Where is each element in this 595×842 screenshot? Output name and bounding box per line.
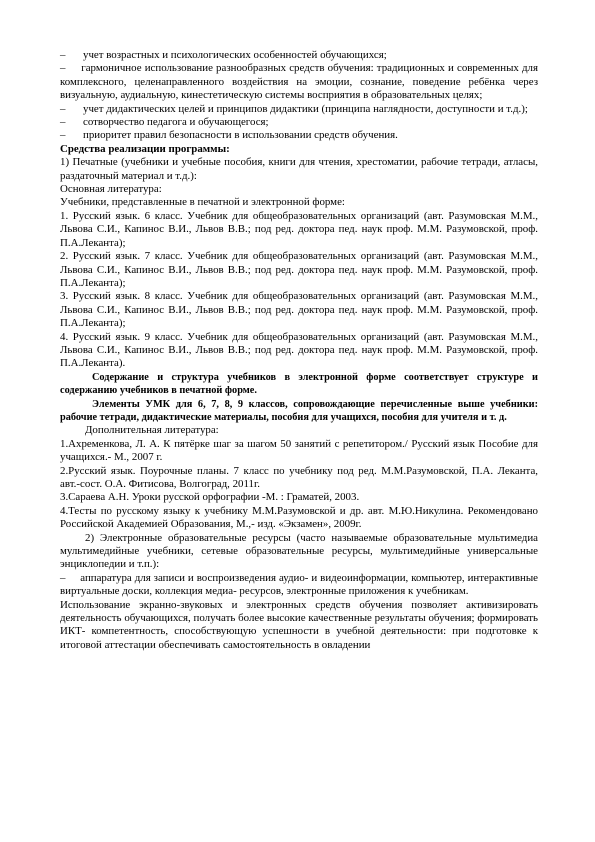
bullet-text: учет дидактических целей и принципов дидактики (принципа наглядности, доступности и т.д.); (83, 102, 528, 115)
bullet-item (60, 103, 538, 116)
bullet-dash: – (60, 102, 66, 115)
bullet-text: приоритет правил безопасности в использовании средств обучения. (83, 129, 398, 142)
bullet-item (60, 116, 538, 129)
paragraph-electronic-resources: 2) Электронные образовательные ресурсы (часто называемые образовательные мультимедиа мультимедийные учебники, сетевые образовательные ресурсы, мультимедийные универсальные энциклопедии и т.п.): (60, 531, 538, 571)
bullet-item (60, 49, 538, 62)
bullet-dash: – (60, 571, 66, 584)
electronic-form-note: Содержание и структура учебников в электронной форме соответствует структуре и содержанию учебников в печатной форме. (60, 371, 538, 397)
textbook-entry: 4. Русский язык. 9 класс. Учебник для общеобразовательных организаций (авт. Разумовская М.М., Львова С.И., Капинос В.И., Львов В.В.; под ред. доктора пед. наук проф. М.М. Разумовской, проф. П.А.Леканта). (60, 330, 538, 370)
bullet-dash: – (60, 116, 66, 129)
bullet-text: сотворчество педагога и обучающегося; (83, 116, 269, 129)
bullet-dash: – (60, 62, 66, 75)
umk-elements-note: Элементы УМК для 6, 7, 8, 9 классов, сопровождающие перечисленные выше учебники: рабочие тетради, дидактические материалы, пособия для учащихся, пособия для учителя и т. д. (60, 398, 538, 423)
main-literature-label: Основная литература: (60, 183, 162, 196)
bullet-text: аппаратура для записи и воспроизведения аудио- и видеоинформации, компьютер, интерактивные виртуальные доски, коллекция медиа- ресурсов, электронные приложения к учебникам. (60, 571, 538, 598)
section-heading: Средства реализации программы: (60, 142, 230, 155)
bullet-item (60, 572, 538, 599)
document-page (60, 49, 538, 652)
textbook-entry: 2. Русский язык. 7 класс. Учебник для общеобразовательных организаций (авт. Разумовская М.М., Львова С.И., Капинос В.И., Львов В.В.; под ред. доктора пед. наук проф. М.М. Разумовской, проф. П.А.Леканта); (60, 250, 538, 289)
textbook-entry: 3. Русский язык. 8 класс. Учебник для общеобразовательных организаций (авт. Разумовская М.М., Львова С.И., Капинос В.И., Львов В.В.; под ред. доктора пед. наук проф. М.М. Разумовской, проф. П.А.Леканта); (60, 290, 538, 330)
additional-literature-label: Дополнительная литература: (85, 424, 219, 437)
textbook-entry: 1. Русский язык. 6 класс. Учебник для общеобразовательных организаций (авт. Разумовская М.М., Львова С.И., Капинос В.И., Львов В.В.; под ред. доктора пед. наук проф. М.М. Разумовской, проф. П.А.Леканта); (60, 209, 538, 249)
paragraph-usage: Использование экранно-звуковых и электронных средств обучения позволяет активизировать деятельность обучающихся, получать более высокие качественные результаты обучения; формировать ИКТ- компетентность, способствующую успешности в учебной деятельности: при подготовке к итоговой аттестации обеспечивать самостоятельность в овладении (60, 598, 538, 651)
bullet-text: учет возрастных и психологических особенностей обучающихся; (83, 49, 387, 61)
bullet-dash: – (60, 49, 66, 61)
bullet-text: гармоничное использование разнообразных средств обучения: традиционных и современных для комплексного, целенаправленного воздействия на эмоции, сознание, поведение ребёнка через визуальную, аудиальную, кинестетическую системы восприятия в образовательных целях; (60, 62, 538, 102)
bullet-item (60, 62, 538, 102)
bullet-dash: – (60, 129, 66, 142)
additional-book-entry: 2.Русский язык. Поурочные планы. 7 класс по учебнику под ред. М.М.Разумовской, П.А. Леканта, авт.-сост. О.А. Фитисова, Волгоград, 2011г. (60, 464, 538, 490)
paragraph-printed-means: 1) Печатные (учебники и учебные пособия, книги для чтения, хрестоматии, рабочие тетради, атласы, раздаточный материал и т.д.): (60, 156, 538, 182)
textbooks-label: Учебники, представленные в печатной и электронной форме: (60, 196, 345, 209)
additional-book-entry: 1.Ахременкова, Л. А. К пятёрке шаг за шагом 50 занятий с репетитором./ Русский язык Пособие для учащихся.- М., 2007 г. (60, 437, 538, 464)
bullet-item (60, 129, 538, 142)
additional-book-entry: 4.Тесты по русскому языку к учебнику М.М.Разумовской и др. авт. М.Ю.Никулина. Рекомендовано Российской Академией Образования, М.,- изд. «Экзамен», 2009г. (60, 504, 538, 531)
additional-book-entry: 3.Сараева А.Н. Уроки русской орфографии -М. : Граматей, 2003. (60, 491, 360, 504)
